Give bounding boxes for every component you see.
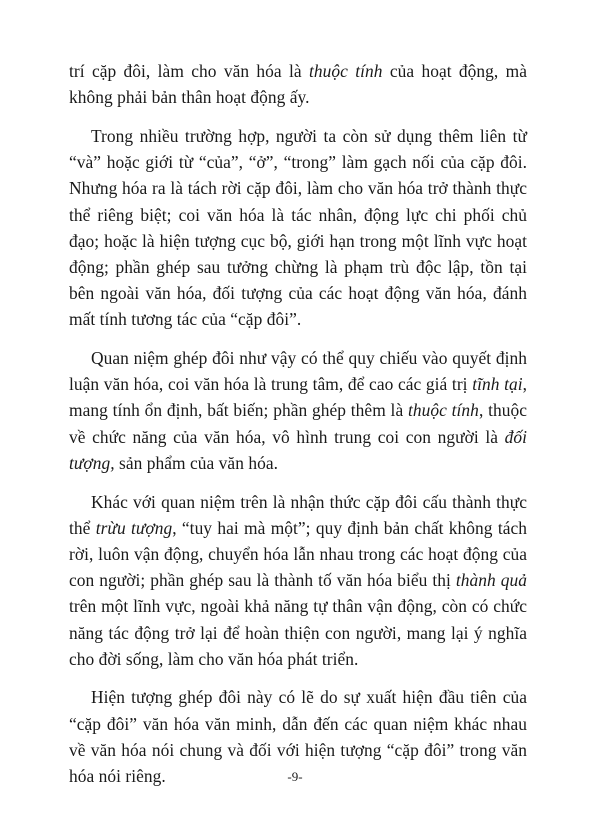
italic-text-run: thành quả bbox=[455, 570, 528, 591]
text-run: Quan niệm ghép đôi như vậy có thể quy chiếu vào quyết định luận văn hóa, coi văn hóa là trung tâm, để cao các giá trị bbox=[69, 348, 527, 395]
italic-text-run: đối tượng, bbox=[69, 426, 527, 473]
paragraph bbox=[69, 489, 527, 672]
text-run: , thuộc về chức năng của văn hóa, vô hình trung coi con người là bbox=[69, 400, 528, 447]
paragraph bbox=[69, 123, 527, 333]
text-run: , “tuy hai mà một”; quy định bản chất không tách rời, luôn vận động, chuyển hóa lẫn nhau trong các hoạt động của con người; phần ghép sau là thành tố văn hóa biểu thị bbox=[69, 517, 527, 591]
italic-text-run: tĩnh tại bbox=[472, 374, 523, 395]
text-run: Hiện tượng ghép đôi này có lẽ do sự xuất hiện đầu tiên của “cặp đôi” văn hóa văn minh, dẫn đến các quan niệm khác nhau về văn hóa nói chung và đối với hiện tượng “cặp đôi” trong văn hóa nói riêng. bbox=[69, 687, 527, 787]
italic-text-run: thuộc tính bbox=[408, 400, 479, 421]
italic-text-run: thuộc tính bbox=[309, 61, 383, 81]
text-run: của hoạt động, mà không phải bản thân hoạt động ấy. bbox=[69, 61, 527, 108]
italic-text-run: trừu tượng bbox=[95, 517, 173, 538]
paragraph bbox=[69, 58, 527, 110]
text-run: trí cặp đôi, làm cho văn hóa là bbox=[69, 61, 310, 81]
page-number: -9- bbox=[287, 769, 303, 784]
text-run: Trong nhiều trường hợp, người ta còn sử dụng thêm liên từ “và” hoặc giới từ “của”, “ở”, “trong” làm gạch nối của cặp đôi. Nhưng hóa ra là tách rời cặp đôi, làm cho văn hóa trở thành thực thể riêng biệt; coi văn hóa là tác nhân, động lực chi phối chủ đạo; hoặc là hiện tượng cục bộ, giới hạn trong một lĩnh vực hoạt động; phần ghép sau tưởng chừng là phạm trù độc lập, tồn tại bên ngoài văn hóa, đối tượng của các hoạt động văn hóa, đánh mất tính tương tác của “cặp đôi”. bbox=[69, 125, 527, 330]
text-run: trên một lĩnh vực, ngoài khả năng tự thân vận động, còn có chức năng tác động trở lại để hoàn thiện con người, mang lại ý nghĩa cho đời sống, làm cho văn hóa phát triển. bbox=[69, 596, 527, 669]
text-run: , mang tính ổn định, bất biến; phần ghép thêm là bbox=[69, 374, 527, 421]
text-run: sản phẩm của văn hóa. bbox=[114, 452, 278, 473]
text-run: Khác với quan niệm trên là nhận thức cặp đôi cấu thành thực thể bbox=[69, 491, 527, 538]
paragraph bbox=[69, 345, 527, 476]
page-body bbox=[69, 58, 527, 789]
